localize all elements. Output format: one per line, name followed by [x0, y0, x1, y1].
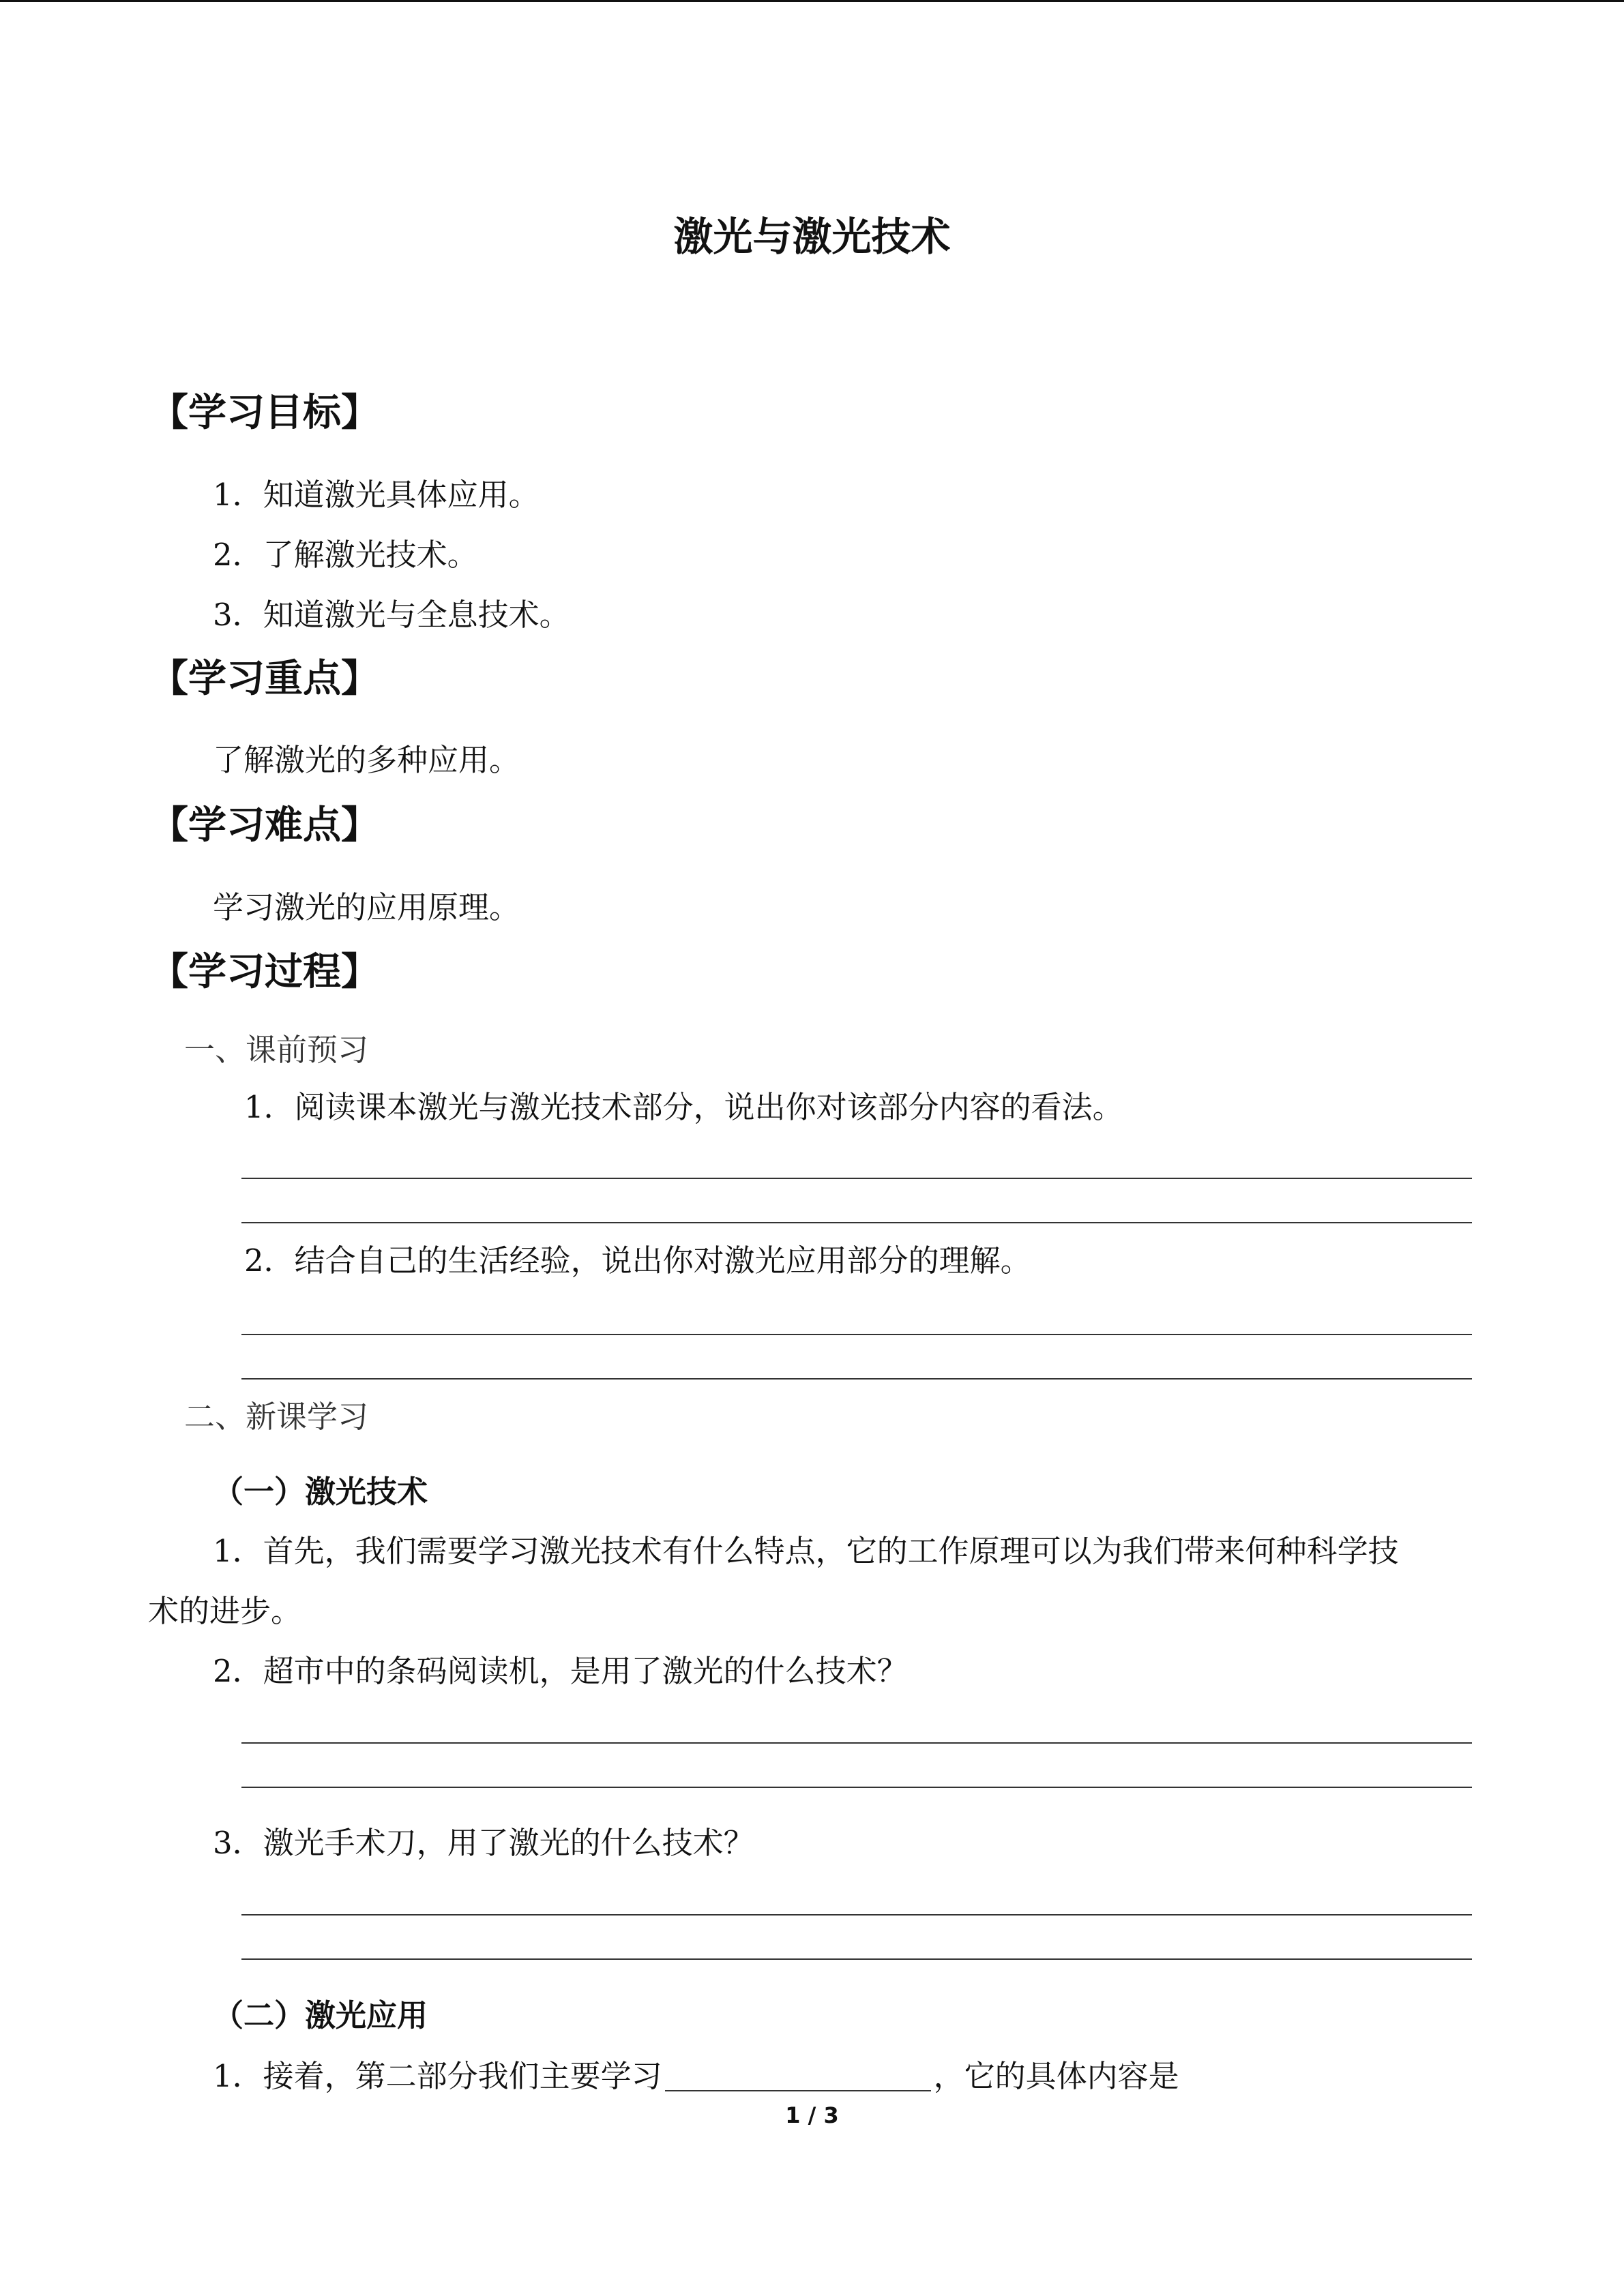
answer-line[interactable]	[241, 1378, 1472, 1380]
part-2-question-1	[213, 2058, 1179, 2094]
preview-question-2: 2．结合自己的生活经验，说出你对激光应用部分的理解。	[244, 1242, 1031, 1279]
goal-item: 2．了解激光技术。	[213, 537, 478, 573]
paragraph-line: 1．首先，我们需要学习激光技术有什么特点，它的工作原理可以为我们带来何种科学技	[213, 1533, 1399, 1569]
fill-in-suffix: ，它的具体内容是	[933, 2058, 1179, 2094]
answer-line[interactable]	[241, 1178, 1472, 1179]
difficulty-text: 学习激光的应用原理。	[213, 889, 520, 925]
top-border	[0, 0, 1624, 2]
part-1-heading: （一）激光技术	[213, 1474, 428, 1510]
fill-in-blank[interactable]	[665, 2061, 931, 2091]
goal-item: 3．知道激光与全息技术。	[213, 597, 570, 633]
goal-item: 1．知道激光具体应用。	[213, 477, 540, 513]
answer-line[interactable]	[241, 1914, 1472, 1915]
fill-in-prefix: 1．接着，第二部分我们主要学习	[213, 2058, 662, 2094]
answer-line[interactable]	[241, 1334, 1472, 1335]
new-lesson-heading: 二、新课学习	[184, 1399, 369, 1435]
page-number: 1 / 3	[785, 2102, 839, 2128]
key-text: 了解激光的多种应用。	[213, 742, 520, 778]
section-key-heading: 【学习重点】	[150, 657, 379, 701]
answer-line[interactable]	[241, 1222, 1472, 1223]
answer-line[interactable]	[241, 1958, 1472, 1960]
section-goals-heading: 【学习目标】	[150, 391, 379, 435]
section-difficulty-heading: 【学习难点】	[150, 803, 379, 848]
page-title: 激光与激光技术	[673, 213, 951, 260]
preview-heading: 一、课前预习	[184, 1032, 369, 1068]
part-2-heading: （二）激光应用	[213, 1997, 428, 2033]
preview-question-1: 1．阅读课本激光与激光技术部分，说出你对该部分内容的看法。	[244, 1089, 1123, 1125]
answer-line[interactable]	[241, 1742, 1472, 1744]
new-lesson-question-3: 3．激光手术刀，用了激光的什么技术？	[213, 1825, 754, 1861]
answer-line[interactable]	[241, 1787, 1472, 1788]
paragraph-line: 术的进步。	[148, 1593, 302, 1629]
new-lesson-question-2: 2．超市中的条码阅读机，是用了激光的什么技术？	[213, 1653, 908, 1689]
section-process-heading: 【学习过程】	[150, 950, 379, 994]
